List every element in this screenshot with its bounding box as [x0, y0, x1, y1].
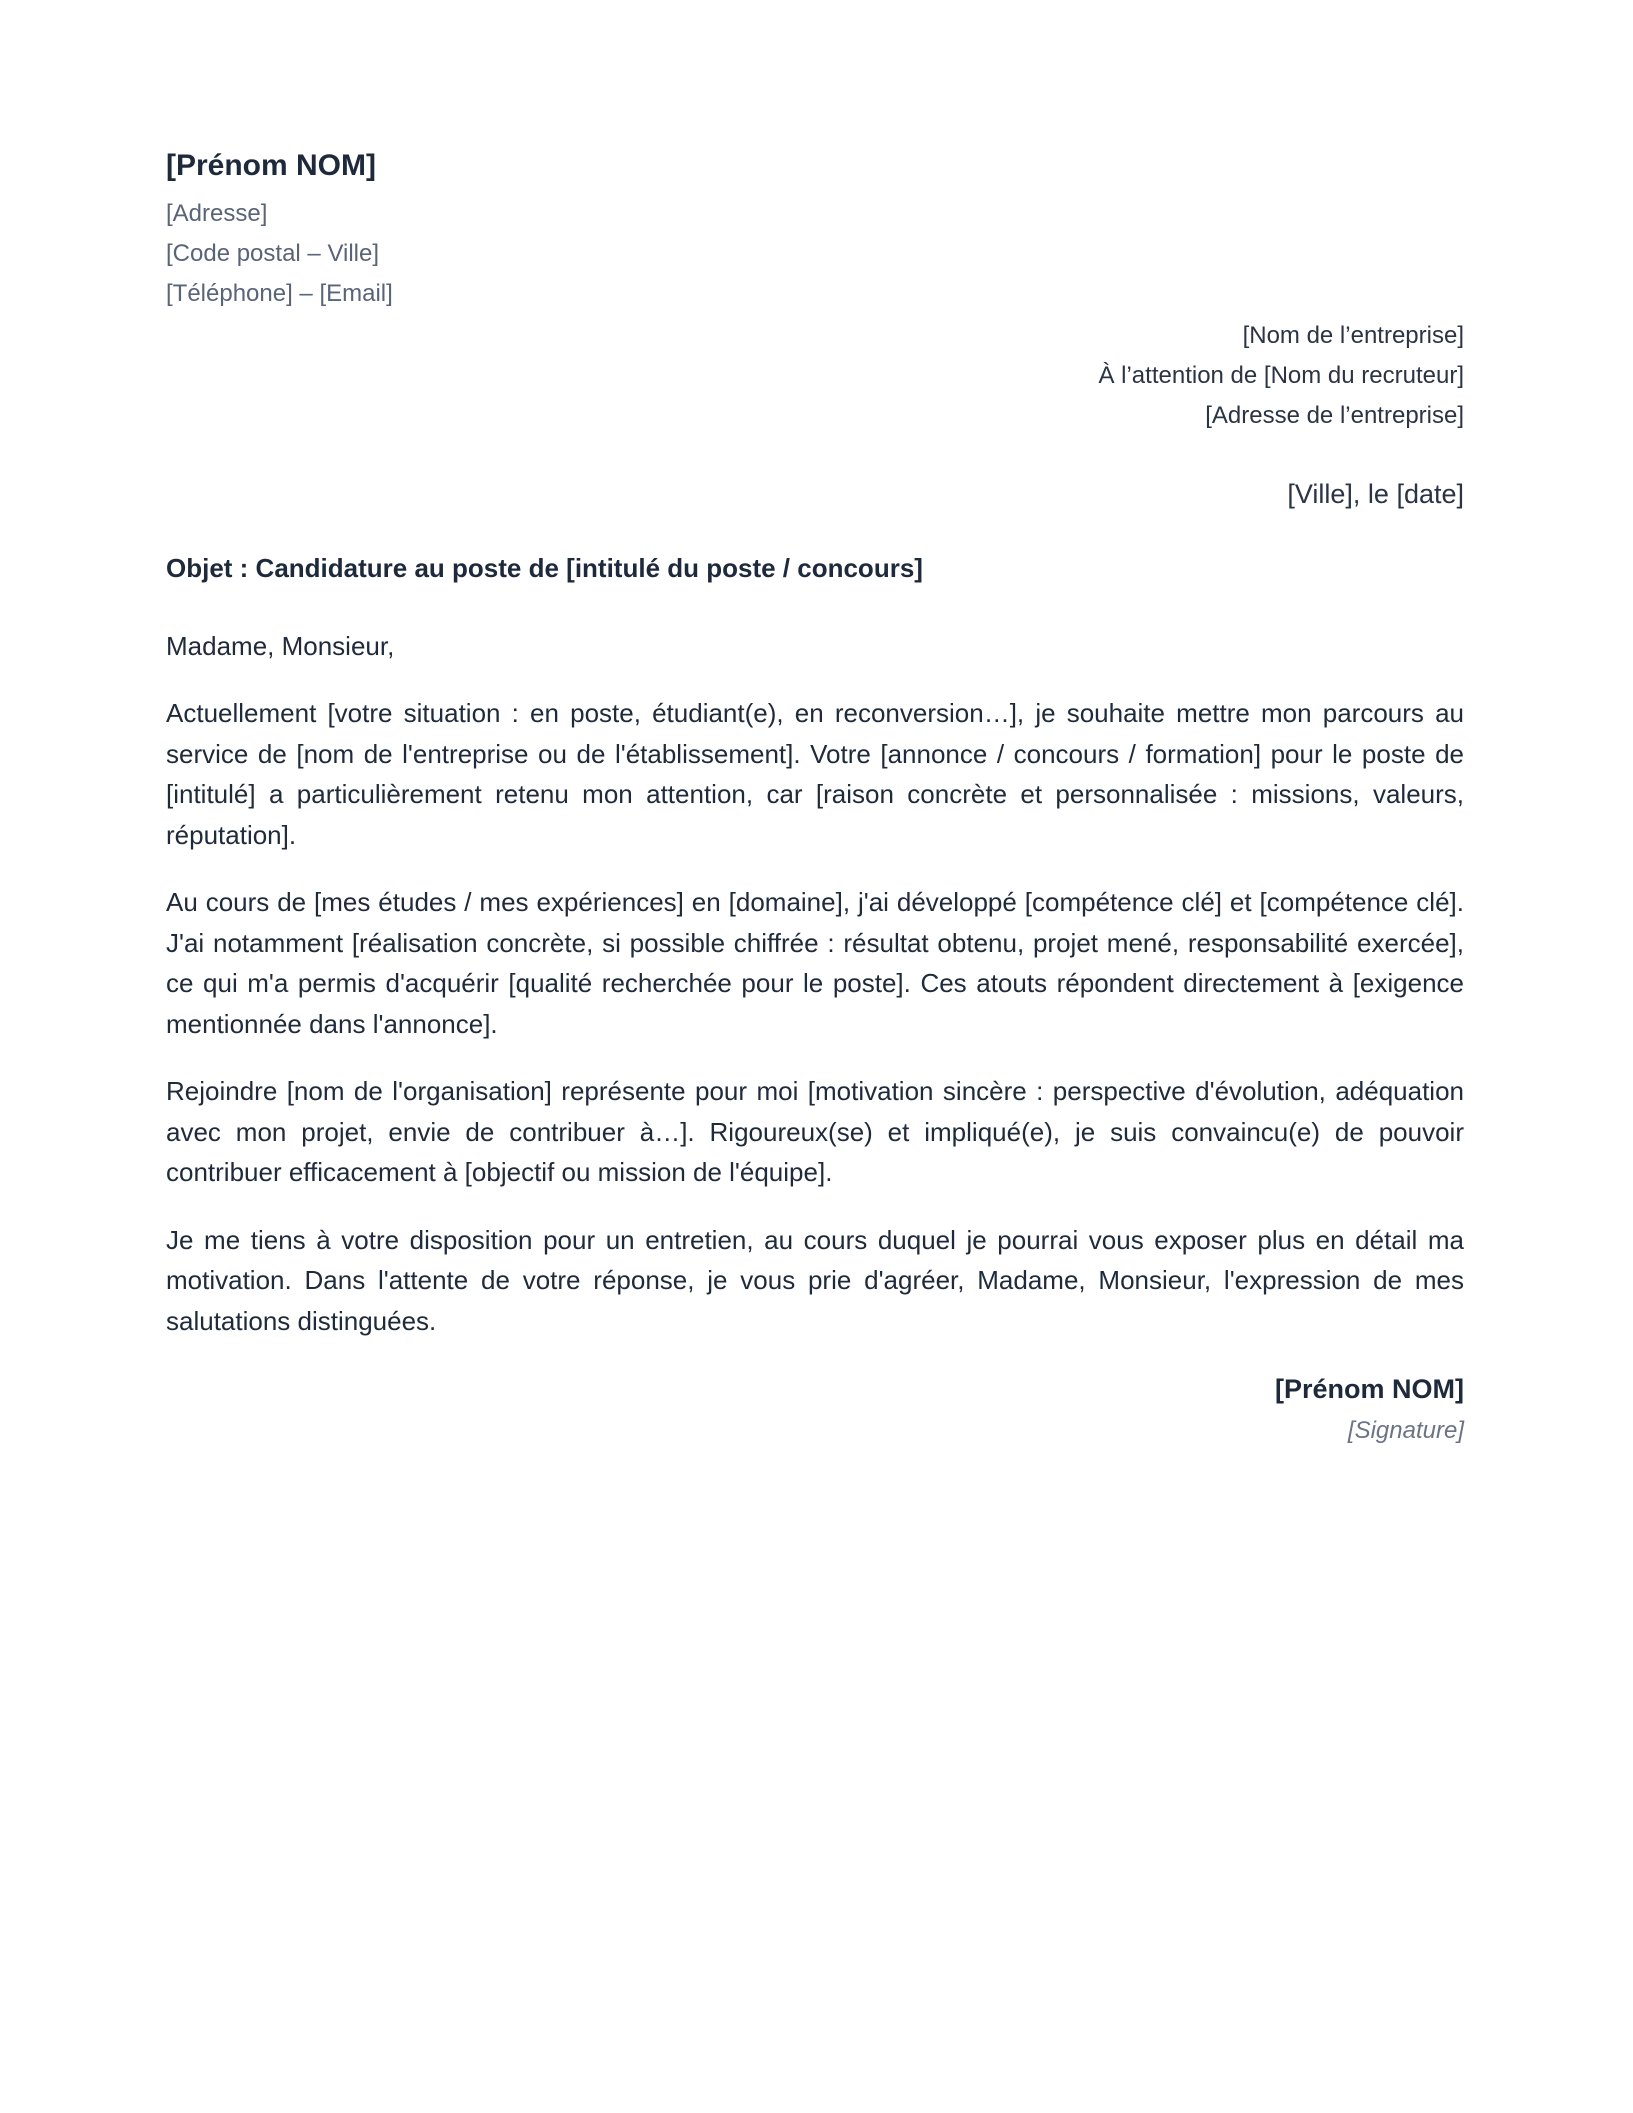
- recipient-address: [Adresse de l’entreprise]: [1205, 402, 1464, 429]
- sender-postal-city: [Code postal – Ville]: [166, 240, 380, 267]
- date-line: [Ville], le [date]: [1287, 479, 1464, 509]
- recipient-company: [Nom de l’entreprise]: [1242, 322, 1464, 349]
- salutation: Madame, Monsieur,: [166, 631, 395, 661]
- sender-contact: [Téléphone] – [Email]: [166, 280, 393, 307]
- body-paragraph: Je me tiens à votre disposition pour un entretien, au cours duquel je pourrai vous exposer plus en détail ma motivation. Dans l'attente de votre réponse, je vous prie d'agréer, Madame, Monsieur, l'expression de mes salutations distinguées.: [166, 1224, 1464, 1336]
- body-paragraph: Au cours de [mes études / mes expériences] en [domaine], j'ai développé [compétence clé] et [compétence clé]. J'ai notamment [réalisation concrète, si possible chiffrée : résultat obtenu, projet mené, responsabilité exercée], ce qui m'a permis d'acquérir [qualité recherchée pour le poste]. Ces atouts répondent directement à [exigence mentionnée dans l'annonce].: [166, 887, 1464, 1039]
- sender-block: [166, 148, 1464, 314]
- signature: [Signature]: [1347, 1417, 1464, 1444]
- closing-name: [Prénom NOM]: [1275, 1374, 1464, 1404]
- body-paragraph: Actuellement [votre situation : en poste, étudiant(e), en reconversion…], je souhaite mettre mon parcours au service de [nom de l'entreprise ou de l'établissement]. Votre [annonce / concours / formation] pour le poste de [intitulé] a particulièrement retenu mon attention, car [raison concrète et personnalisée : missions, valeurs, réputation].: [166, 698, 1464, 850]
- body-paragraph: Rejoindre [nom de l'organisation] représente pour moi [motivation sincère : perspective d'évolution, adéquation avec mon projet, envie de contribuer à…]. Rigoureux(se) et impliqué(e), je suis convaincu(e) de pouvoir contribuer efficacement à [objectif ou mission de l'équipe].: [166, 1076, 1464, 1187]
- subject-line: Objet : Candidature au poste de [intitulé du poste / concours]: [166, 553, 923, 583]
- letter-page: [166, 148, 1464, 1449]
- recipient-block: [166, 316, 1464, 436]
- sender-name: [Prénom NOM]: [166, 149, 376, 182]
- sender-address: [Adresse]: [166, 200, 268, 227]
- recipient-attention: À l’attention de [Nom du recruteur]: [1098, 362, 1464, 389]
